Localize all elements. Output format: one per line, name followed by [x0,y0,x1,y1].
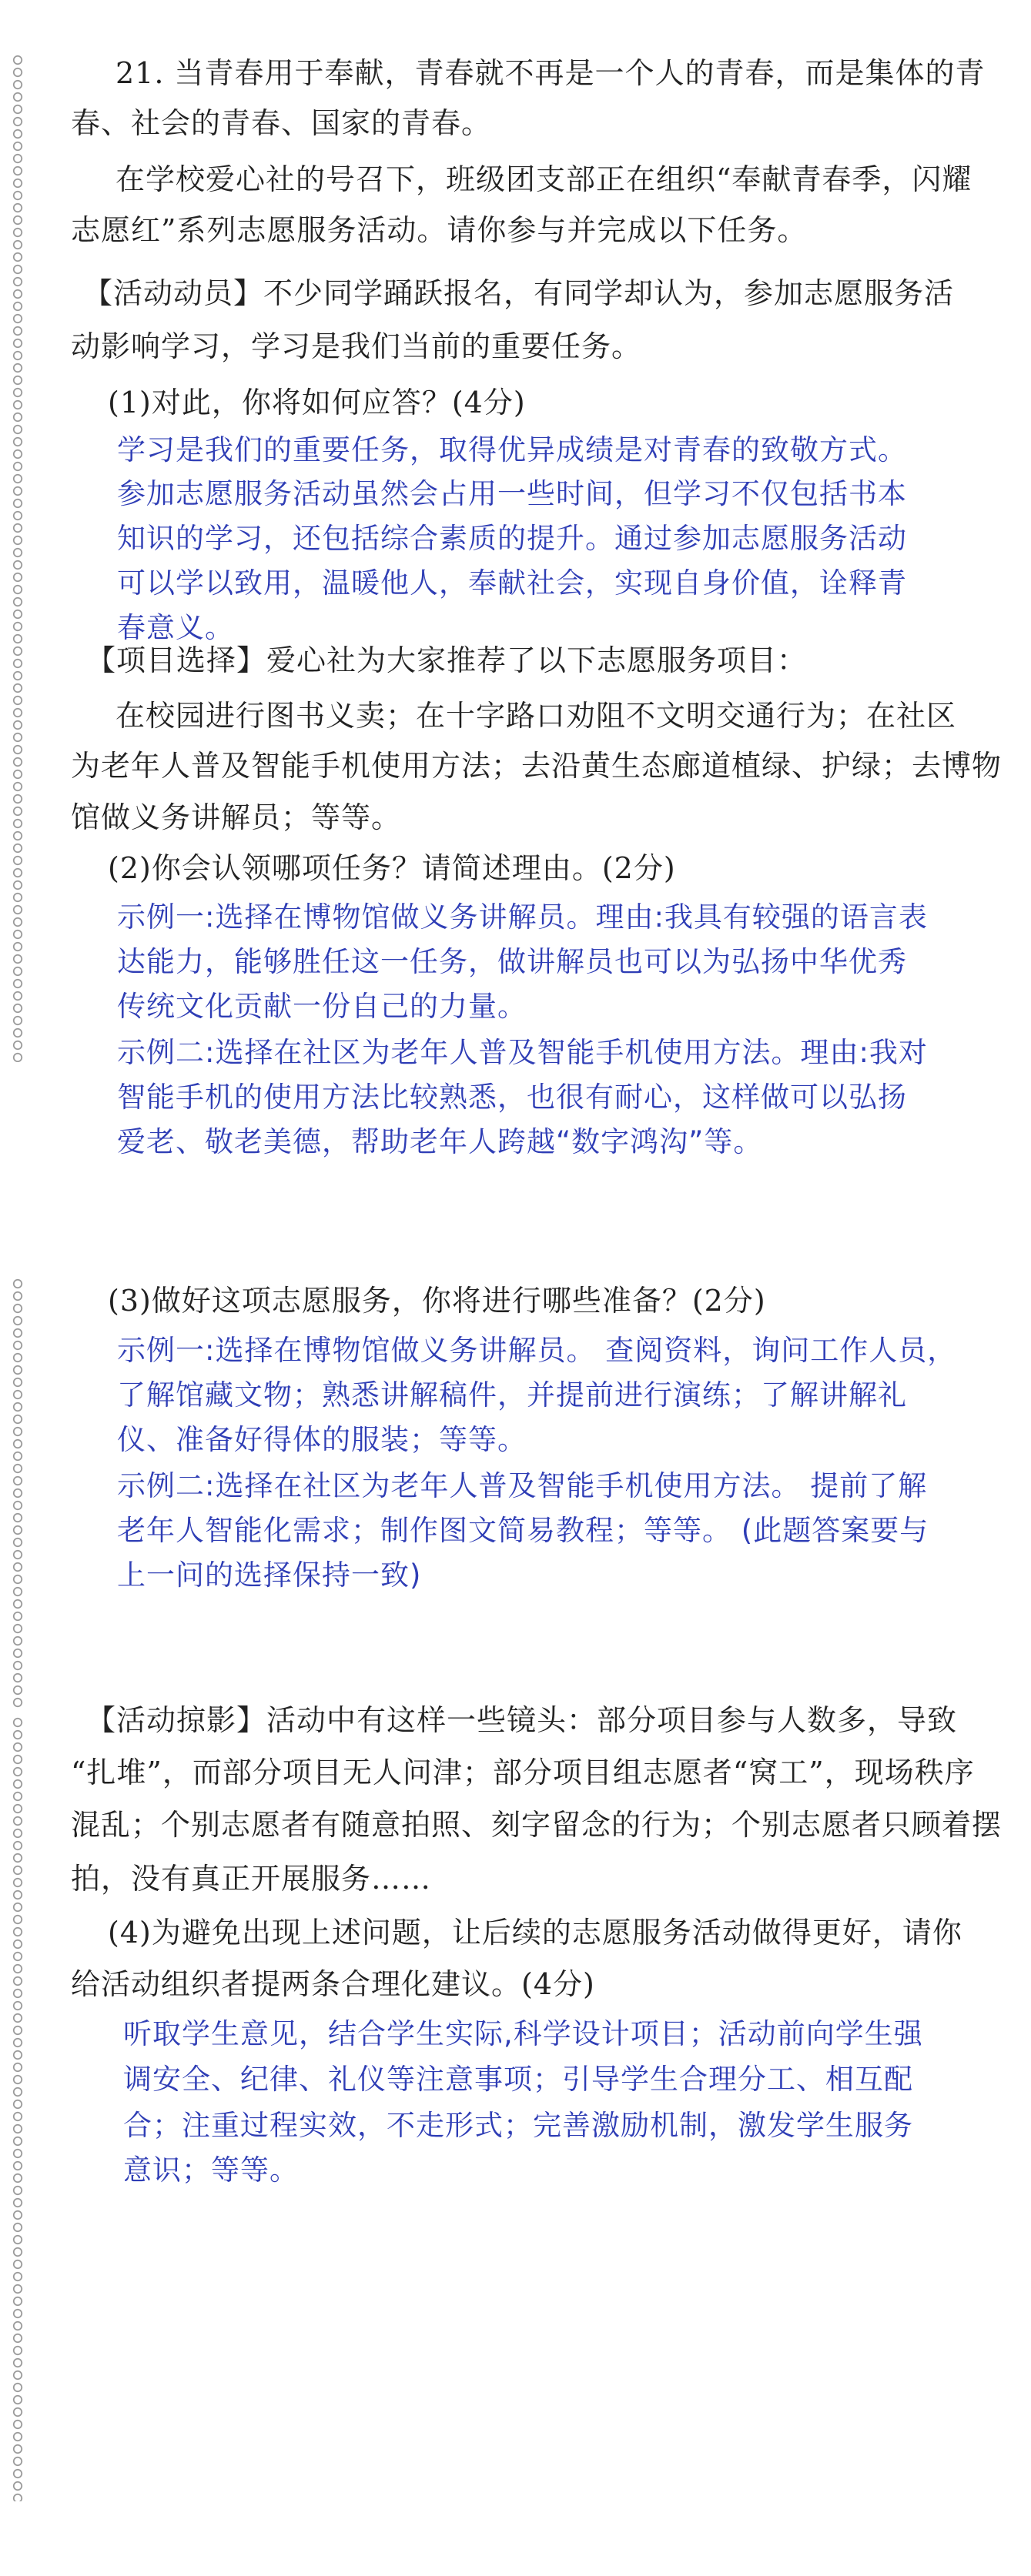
section-intro-line: 【活动动员】不少同学踊跃报名，有同学却认为，参加志愿服务活 [83,276,955,310]
answer-line: 智能手机的使用方法比较熟悉，也很有耐心，这样做可以弘扬 [117,1081,907,1114]
answer-line: 听取学生意见，结合学生实际,科学设计项目；活动前向学生强 [123,2017,923,2050]
answer-line: 示例一:选择在博物馆做义务讲解员。理由:我具有较强的语言表 [117,900,928,934]
answer-line: 春意义。 [117,611,234,644]
binding-margin-middle [11,1278,25,1709]
answer-line: 知识的学习，还包括综合素质的提升。通过参加志愿服务活动 [117,522,907,555]
sub-question-3: (3)做好这项志愿服务，你将进行哪些准备？(2分) [108,1284,766,1318]
sub-question-4: (4)为避免出现上述问题，让后续的志愿服务活动做得更好，请你 [108,1916,962,1950]
sub-question-2: (2)你会认领哪项任务？请简述理由。(2分) [108,851,676,885]
section-intro-line: 【活动掠影】活动中有这样一些镜头：部分项目参与人数多，导致 [86,1703,958,1737]
answer-line: 仪、准备好得体的服装；等等。 [117,1423,527,1456]
section-intro-line: 为老年人普及智能手机使用方法；去沿黄生态廊道植绿、护绿；去博物 [71,749,1003,783]
answer-line: 合；注重过程实效，不走形式；完善激励机制，激发学生服务 [123,2109,913,2142]
section-intro-line: 拍，没有真正开展服务…… [71,1862,432,1896]
question-stem-line: 春、社会的青春、国家的青春。 [71,106,492,140]
section-intro-line: 【项目选择】爱心社为大家推荐了以下志愿服务项目： [86,643,808,677]
answer-line: 上一问的选择保持一致) [117,1559,422,1592]
answer-line: 老年人智能化需求；制作图文简易教程；等等。 (此题答案要与 [117,1514,929,1547]
answer-line: 示例一:选择在博物馆做义务讲解员。 查阅资料，询问工作人员， [117,1334,957,1367]
section-intro-line: 动影响学习，学习是我们当前的重要任务。 [71,329,642,363]
answer-line: 可以学以致用，温暖他人，奉献社会，实现自身价值，诠释青 [117,566,907,600]
answer-line: 参加志愿服务活动虽然会占用一些时间，但学习不仅包括书本 [117,477,907,510]
sub-question-4: 给活动组织者提两条合理化建议。(4分) [71,1967,595,2001]
answer-line: 示例二:选择在社区为老年人普及智能手机使用方法。理由:我对 [117,1036,928,1069]
section-intro-line: 在校园进行图书义卖；在十字路口劝阻不文明交通行为；在社区 [115,699,957,733]
answer-line: 达能力，能够胜任这一任务，做讲解员也可以为弘扬中华优秀 [117,945,907,978]
section-intro-line: 馆做义务讲解员；等等。 [71,800,402,834]
answer-line: 意识；等等。 [123,2153,299,2187]
binding-margin-bottom [11,1716,25,2501]
question-stem-line: 21. 当青春用于奉献，青春就不再是一个人的青春，而是集体的青 [115,56,986,90]
answer-line: 调安全、纪律、礼仪等注意事项；引导学生合理分工、相互配 [123,2063,913,2096]
answer-line: 爱老、敬老美德，帮助老年人跨越“数字鸿沟”等。 [117,1125,763,1158]
answer-line: 传统文化贡献一份自己的力量。 [117,990,527,1023]
answer-line: 学习是我们的重要任务，取得优异成绩是对青春的致敬方式。 [117,433,907,466]
answer-line: 示例二:选择在社区为老年人普及智能手机使用方法。 提前了解 [117,1469,928,1502]
question-stem-line: 在学校爱心社的号召下，班级团支部正在组织“奉献青春季，闪耀 [115,162,972,196]
sub-question-1: (1)对此，你将如何应答？(4分) [108,386,526,419]
section-intro-line: “扎堆”，而部分项目无人问津；部分项目组志愿者“窝工”，现场秩序 [71,1756,975,1789]
binding-margin-top [11,54,25,1062]
answer-line: 了解馆藏文物；熟悉讲解稿件，并提前进行演练；了解讲解礼 [117,1378,907,1412]
section-intro-line: 混乱；个别志愿者有随意拍照、刻字留念的行为；个别志愿者只顾着摆 [71,1808,1003,1842]
question-stem-line: 志愿红”系列志愿服务活动。请你参与并完成以下任务。 [71,213,808,247]
